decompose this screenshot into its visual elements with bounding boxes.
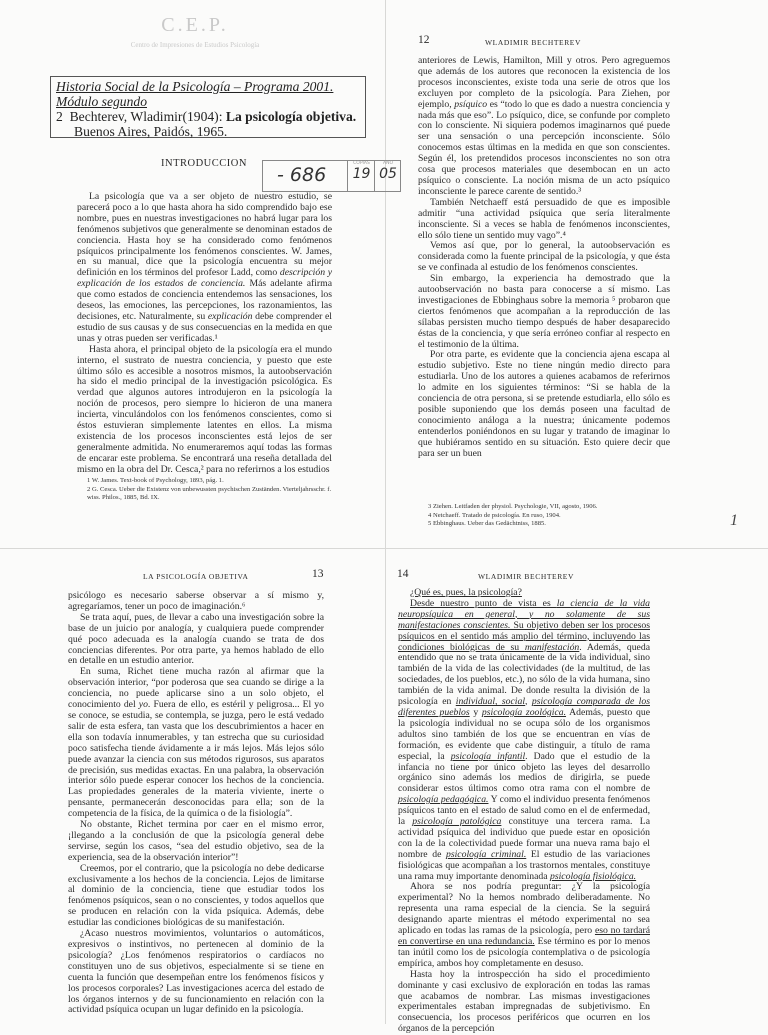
emphasized-text: la ciencia de la vida neuropsíquica en general [398, 597, 650, 620]
emphasized-text: Su objetivo deben ser los procesos psíquicos en el sentido más amplio del término, incluyendo las condiciones biológicas de su [398, 619, 650, 653]
footnote: 4 Netchaeff. Tratado de psicología. En ruso, 1904. [428, 511, 561, 519]
emphasized-text: psicología criminal. [446, 848, 527, 860]
paragraph [68, 613, 324, 668]
running-head: WLADIMIR BECHTEREV [478, 572, 574, 581]
text-run: psicólogo es necesario saberse observar a sí mismo y, agregaríamos, tener un poco de imaginación.⁶ [68, 590, 324, 612]
text-run: En suma, Richet tiene mucha razón al afirmar que la observación interior, “por poderosa que sea cuando se dirige a la conciencia, no puede aplicarse sino a un solo objeto, el conocimiento del [68, 666, 324, 711]
chapter-heading: INTRODUCCION [161, 158, 247, 169]
footnote: 5 Ebbinghaus. Ueber das Gedächtniss, 1885. [428, 520, 546, 527]
paragraph [68, 591, 324, 613]
paragraph [418, 56, 670, 198]
emphasized-text: y no solamente de sus manifestaciones conscientes. [398, 608, 651, 631]
paragraph [418, 241, 670, 274]
page-number: 14 [397, 568, 409, 580]
emphasized-text: psicología pedagógica. [398, 794, 489, 806]
emphasized-text: psicología fisiológica. [550, 870, 637, 882]
text-run: Vemos así que, por lo general, la autoobservación es considerada como la fuente principal de la psicología, y que ésta se ve confinada al estudio de los fenómenos conscientes. [418, 240, 670, 274]
year-label: AÑO [383, 161, 393, 166]
citation-number: 2 [56, 109, 63, 124]
paragraph [418, 274, 670, 350]
footnote: 2 G. Cesca. Ueber die Existenz von unbewussten psychischen Zuständen. Vierteljahrsschr. f. wiss. Philos., 1885, Bd. IX. [87, 485, 332, 501]
paragraph [68, 667, 324, 820]
paragraph [398, 599, 650, 883]
paragraph [68, 929, 324, 1016]
paragraph [68, 820, 324, 864]
footnotes [77, 477, 337, 503]
paragraph [77, 192, 332, 345]
stamp-text: Centro de Impresiones de Estudios Psicología [130, 41, 260, 49]
footnotes [418, 503, 678, 529]
running-head: LA PSICOLOGÍA OBJETIVA [143, 572, 249, 581]
emphasized-text: individual, social [455, 696, 526, 708]
text-run: constituye una tercera rama. La actividad psíquica del individuo que puede estar en oposición con la de la colectividad puede formar una nueva rama bajo el nombre de [398, 816, 650, 860]
footnote: 3 Ziehen. Leitfaden der physiol. Psychologie, VII, agosto, 1906. [428, 503, 598, 510]
text-run: Creemos, por el contrario, que la psicología no debe dedicarse exclusivamente a los hechos de la conciencia. Lejos de limitarse al dominio de la conciencia, tiene que estudiar todos los fenómenos psíquicos, sean o no conscientes, y todos aquellos que se producen en relación con la vida psíquica. Además, debe estudiar las condiciones biológicas de su manifestación. [68, 862, 324, 929]
emphasized-text: psíquico [454, 98, 488, 110]
paragraph [398, 970, 650, 1035]
footnote: 1 W. James. Text-book of Psychology, 1893, pág. 1. [87, 477, 224, 484]
text-run: . Fuera de ello, es estéril y peligrosa... El yo se conoce, se estudia, se contempla, se juzga, pero le está vedado salir de esta esfera, tan vasta que los descubrimientos a hacer en ella son todavía innumerables, y tan estrecha que su curiosidad poco satisfecha tiende ávidamente a ir más lejos. Más lejos sólo puede avanzar la ciencia con sus métodos rigurosos, sus aparatos de precisión, sus medidas exactas. En una palabra, la observación interior sólo puede esperar conocer los hechos de la conciencia. Las propiedades generales de la materia viviente, inerte o pensante, permanecerán desconocidas para ella; son de la competencia de la física, de la química o de la fisiología”. [68, 699, 324, 820]
emphasized-text: eso no tardará en convertirse en una redundancia. [398, 925, 650, 947]
page-number: 12 [418, 34, 430, 46]
page-body [77, 192, 332, 476]
running-head: WLADIMIR BECHTEREV [485, 38, 581, 47]
emphasized-text: ¿Qué es, pues, la psicología? [410, 587, 522, 598]
citation-publisher: Buenos Aires, Paidós, 1965. [74, 124, 228, 139]
text-run: Se trata aquí, pues, de llevar a cabo una investigación sobre la base de un juicio por analogía, y cualquiera puede comprender qué poco adecuada es la analogía cuando se trata de dos conciencias diferentes. Por otra parte, ya hemos hablado de ello en detalle en un estudio anterior. [68, 611, 324, 667]
paragraph [418, 198, 670, 242]
handwritten-margin-mark: 1 [730, 512, 738, 529]
text-run: Hasta hoy la introspección ha sido el procedimiento dominante y casi exclusivo de exploración en todas las ramas que acabamos de nombrar. Las mismas investigaciones experimentales estaban impregnadas de subjetivismo. En consecuencia, los procesos periféricos que ocurren en los órganos de la percepción [398, 968, 650, 1035]
emphasized-text: manifestación [524, 641, 580, 653]
emphasized-text: psicología comparada de los diferentes pueblos [398, 696, 650, 718]
text-run: Sin embargo, la experiencia ha demostrado que la autoobservación no basta para conocerse a sí mismo. Las investigaciones de Ebbinghaus sobre la memoria ⁵ probaron que ciertos fenómenos que acompañan a la reproducción de las sílabas persisten mucho tiempo después de haber desaparecido éstas de la conciencia, y que sería erróneo confiar al respecto en el testimonio de la última. [418, 273, 670, 350]
text-run: es “todo lo que es dado a nuestra conciencia y nada más que eso”. Lo psíquico, dice, se confunde por completo con lo consciente. Ni siquiera podemos imaginarnos qué puede ser una sensación o una percepción inconsciente. Sólo conocemos estas últimas en la medida en que son conscientes. Según él, los pretendidos procesos inconscientes no son otra cosa que procesos materiales que desembocan en un acto psíquico o consciente. La noción misma de un acto psíquico inconsciente le parece carente de sentido.³ [418, 98, 670, 197]
citation-title: La psicología objetiva. [225, 109, 357, 124]
text-run: debe comprender el estudio de sus causas y de sus consecuencias en la medida en que unas y otras pueden ser verificadas.¹ [77, 310, 332, 344]
emphasized-text: psicología patológica [412, 816, 502, 828]
text-run: Más adelante afirma que como estados de conciencia entendemos las sensaciones, los deseos, las emociones, las percepciones, los razonamientos, las decisiones, etc. Naturalmente, su [77, 278, 332, 322]
emphasized-text: Desde nuestro punto de vista es [410, 597, 557, 609]
citation-author: Bechterev, Wladimir(1904): [69, 109, 223, 124]
text-run: Ese término es por lo menos tan inútil como los de psicología contemplativa o de psicología empírica, ambos hoy completamente en desuso. [398, 936, 650, 969]
page-divider-vertical [385, 0, 386, 1024]
text-run: La psicología que va a ser objeto de nuestro estudio, se parecerá poco a lo que hasta ahora ha sido comprendido bajo ese nombre, pues en nuestras investigaciones no habrá lugar para los fenómenos subjetivos que generalmente se denominan estados de conciencia. Hasta hoy se ha considerado como fenómenos psíquicos principalmente los fenómenos conscientes. W. James, en su manual, dice que la psicología encuentra su mejor definición en los términos del profesor Ladd, como [77, 191, 332, 279]
paragraph [418, 350, 670, 459]
paragraph [398, 882, 650, 969]
page-body [418, 56, 670, 460]
course-title: Historia Social de la Psicología – Programa 2001. [56, 79, 334, 94]
text-run: Hasta ahora, el principal objeto de la psicología era el mundo interno, el sustrato de nuestra conciencia, y puesto que este último sólo es accesible a nosotros mismos, la autoobservación ha sido el medio principal de la investigación psicológica. Es verdad que algunos autores introdujeron en la psicología la noción de procesos, pero siempre lo hicieron de una manera incierta, vinculándolos con los fenómenos conscientes, como si éstos estuvieran simplemente latentes en ellos. La misma existencia de los procesos inconscientes está lejos de ser generalmente admitida. No enumeraremos aquí todas las formas de encarar este problema. Se encontrará una reseña detallada del mismo en la obra del Dr. Cesca,² para no referirnos a los estudios [77, 343, 332, 475]
page-number: 13 [312, 568, 324, 580]
citation-line [56, 109, 365, 124]
copies-label: COPIAS [353, 161, 370, 166]
text-run: . Además, queda entendido que no se trata únicamente de la vida individual, sino también de la vida de las colectividades (de la multitud, de las sociedades, de los pueblos, etc.), no sólo de la vida humana, sino también de la vida animal. De donde resulta la división de la psicología en [398, 641, 650, 708]
text-run: . Dado que el estudio de la infancia no tiene por único objeto las leyes del desarrollo orgánico sino además los medios de dirigirla, se puede considerar estos últimos como otra rama con el nombre de [398, 750, 651, 795]
year-value: 05 [379, 166, 397, 182]
page-body [68, 591, 324, 1016]
text-run: ¿Acaso nuestros movimientos, voluntarios o automáticos, expresivos o instintivos, no pertenecen al dominio de la psicología? ¿Los fenómenos respiratorios o cardíacos no constituyen uno de sus objetivos, especialmente si se tiene en cuenta la función que desempeñan entre los fenómenos físicos y los procesos corporales? Las investigaciones acerca del estado de los órganos internos y de su funcionamiento en relación con la actividad psíquica ocupan un lugar definido en la psicología. [68, 928, 324, 1016]
emphasized-text: psicología infantil [450, 750, 526, 762]
reference-box [50, 76, 366, 138]
text-run: anteriores de Lewis, Hamilton, Mill y otros. Pero agreguemos que además de los autores que reconocen la existencia de los procesos inconscientes, existe toda una serie de otros que los excluyen por completo de la psicología. Para Ziehen, por ejemplo, [418, 55, 670, 110]
text-run: Por otra parte, es evidente que la conciencia ajena escapa al estudio subjetivo. Este no tiene ningún medio directo para estudiarla. Uno de los autores a quienes acabamos de referirnos lo admite en los siguientes términos: “Si se habla de la conciencia de otra persona, si se pretende estudiarla, ello sólo es posible suponiendo que los demás poseen una facultad de conocimiento análoga a la nuestra; únicamente podemos entenderlos poniéndonos en su lugar y tratando de imaginar lo que hubiéramos sentido en su situación. Esto quiere decir que para ser un buen [418, 349, 670, 459]
paragraph [77, 345, 332, 476]
handwritten-code-box [262, 160, 401, 192]
emphasized-text: explicación [207, 310, 253, 322]
text-run: No obstante, Richet termina por caer en el mismo error, ¡llegando a la conclusión de que la psicología general debe servirse, según los casos, “sea del estudio objetivo, sea de la experiencia, sea de la observación interior”! [68, 819, 324, 863]
page-divider-horizontal [0, 548, 768, 549]
text-run: , [525, 696, 532, 708]
text-run: y [469, 706, 482, 718]
paragraph [68, 864, 324, 929]
copies-value: 19 [352, 166, 371, 182]
emphasized-text: descripción y explicación de los estados de conciencia. [77, 267, 332, 290]
text-run: También Netchaeff está persuadido de que es imposible admitir “una actividad psíquica que sería literalmente inconsciente. Si a veces se habla de fenómenos inconscientes, ello sólo tiene un sentido muy vago”.⁴ [418, 196, 670, 241]
text-run: Y como el individuo presenta fenómenos psíquicos tanto en el estado de salud como en el de enfermedad, la [398, 794, 651, 828]
text-run: Ahora se nos podría preguntar: ¿Y la psicología experimental? No la hemos nombrado deliberadamente. No representa una rama especial de la ciencia. Se la seguirá designando aparte mientras el método experimental no sea aplicado en todas las ramas de la psicología, pero [398, 881, 650, 937]
stamp-logo: C.E.P. [161, 14, 229, 36]
page-body [398, 588, 650, 1035]
emphasized-text: psicología zoológica. [481, 706, 567, 718]
text-run: El estudio de las variaciones fisiológicas que acompañan a los trastornos mentales, constituye una rama muy importante denominada [398, 848, 650, 882]
library-stamp [95, 14, 295, 49]
emphasized-text: yo [138, 699, 148, 711]
handwritten-code: - 686 [277, 164, 327, 186]
module-title: Módulo segundo [56, 94, 147, 109]
emphasized-text: , [514, 608, 529, 620]
text-run: Además, puesto que la psicología individual no se ocupa sólo de los organismos adultos sino también de los que se encuentran en vías de formación, es evidente que cabe distinguir, a título de rama especial, la [398, 706, 650, 762]
